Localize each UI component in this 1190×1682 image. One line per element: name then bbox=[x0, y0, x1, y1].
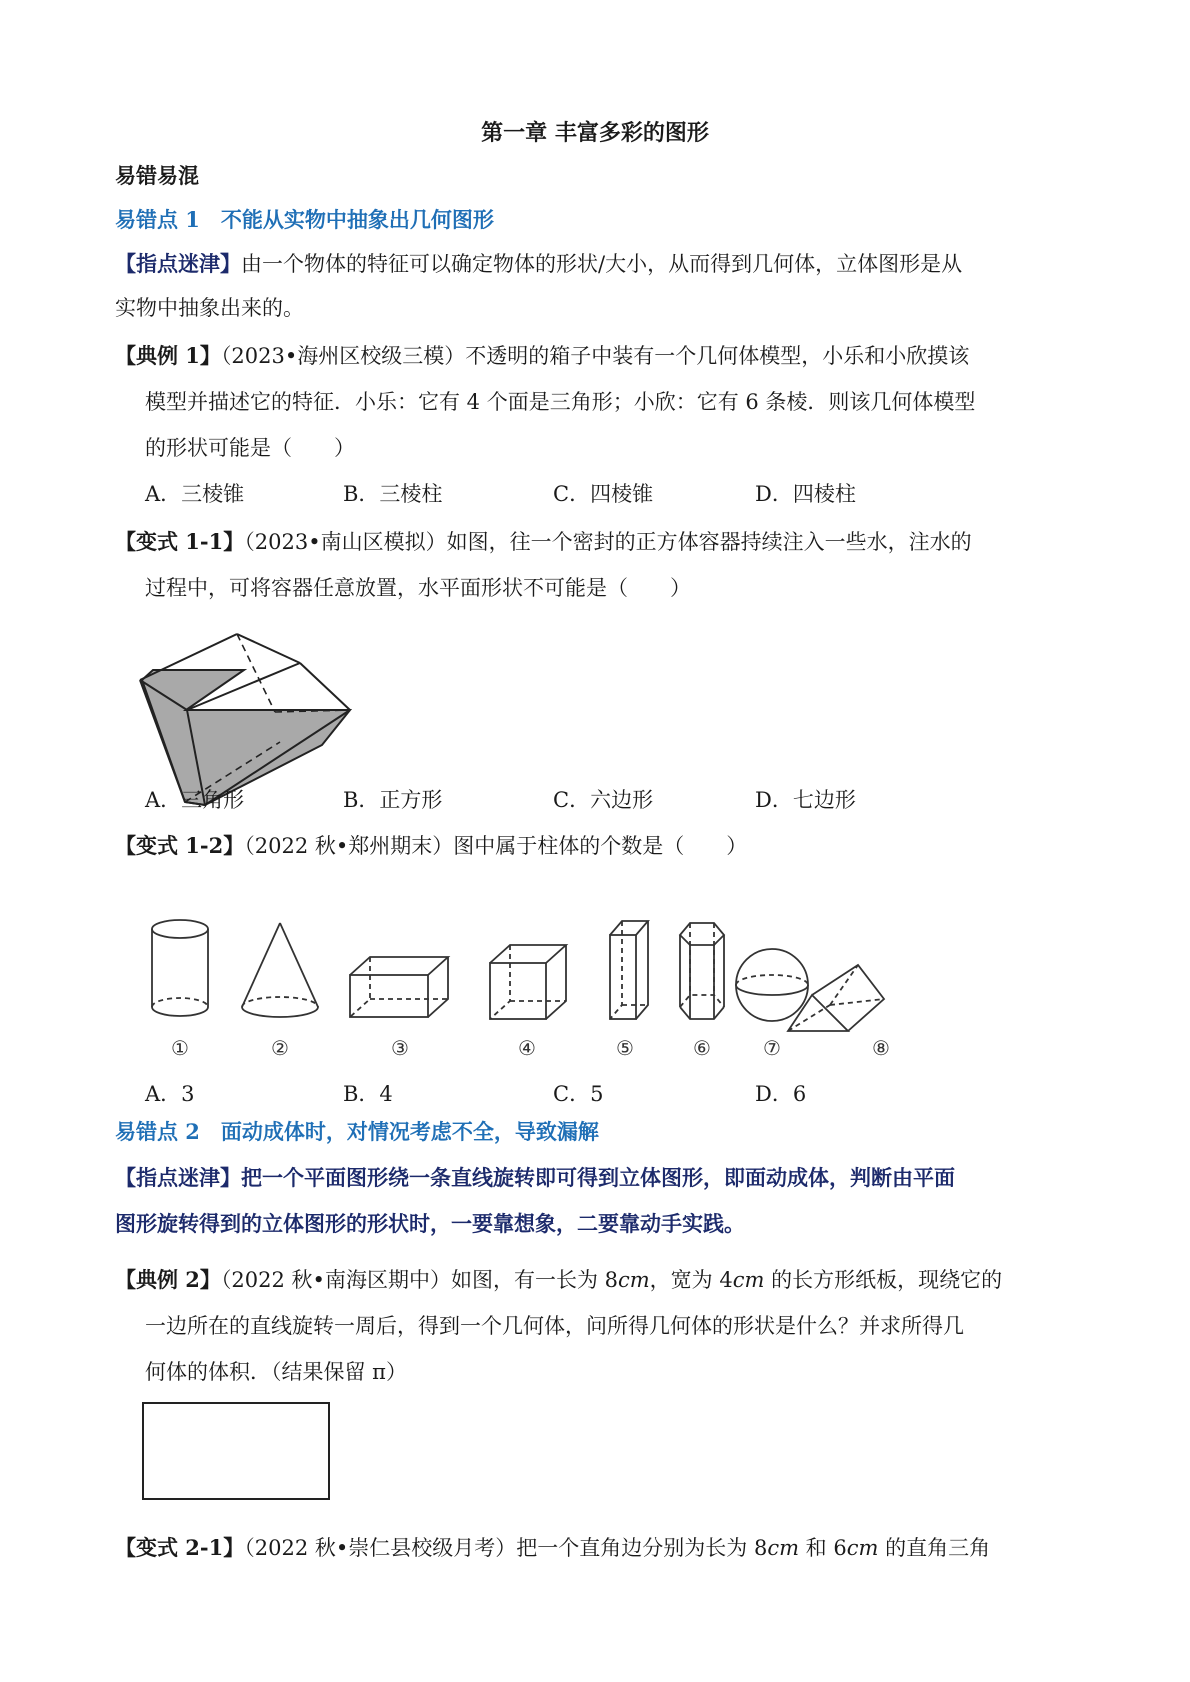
tip-label: 【指点迷津】 bbox=[115, 1165, 241, 1190]
unit-cm: cm bbox=[732, 1268, 765, 1292]
example1-text1: （2023•海州区校级三模）不透明的箱子中装有一个几何体模型，小乐和小欣摸该 bbox=[220, 344, 970, 368]
variant11-option-b: B．正方形 bbox=[343, 788, 443, 812]
point2-tip-line2: 图形旋转得到的立体图形的形状时，一要靠想象，二要靠动手实践。 bbox=[115, 1211, 745, 1236]
cube-shape bbox=[490, 945, 566, 1019]
example2-text-b: ，宽为 4 bbox=[649, 1268, 733, 1292]
example1-line1 bbox=[115, 340, 969, 370]
shape-label-8: ⑧ bbox=[872, 1036, 890, 1060]
variant21-text-a: （2022 秋•崇仁县校级月考）把一个直角边分别为长为 8 bbox=[244, 1536, 768, 1560]
rectangle-board-figure bbox=[142, 1402, 330, 1500]
unit-cm: cm bbox=[846, 1536, 879, 1560]
cylinder-shape bbox=[152, 920, 208, 1016]
variant12-option-d: D．6 bbox=[755, 1082, 807, 1106]
hexagonal-prism-shape bbox=[680, 923, 724, 1019]
example1-option-d: D．四棱柱 bbox=[755, 482, 856, 506]
point1-tip-line2: 实物中抽象出来的。 bbox=[115, 296, 304, 320]
unit-cm: cm bbox=[767, 1536, 799, 1560]
example1-line3: 的形状可能是（ ） bbox=[145, 436, 355, 460]
variant21-text-c: 的直角三角 bbox=[878, 1536, 991, 1560]
sphere-shape bbox=[736, 949, 808, 1021]
example2-line1 bbox=[115, 1264, 1002, 1294]
variant21-label: 【变式 2-1】 bbox=[115, 1535, 245, 1560]
variant12-option-c: C．5 bbox=[553, 1082, 604, 1106]
example1-line2: 模型并描述它的特征．小乐：它有 4 个面是三角形；小欣：它有 6 条棱．则该几何体模型 bbox=[145, 390, 976, 414]
variant12-option-b: B．4 bbox=[343, 1082, 393, 1106]
shape-label-1: ① bbox=[171, 1036, 189, 1060]
shape-label-4: ④ bbox=[518, 1036, 536, 1060]
variant12-option-a: A．3 bbox=[145, 1082, 195, 1106]
variant11-line1 bbox=[115, 526, 972, 556]
example1-option-a: A．三棱锥 bbox=[145, 482, 245, 506]
point1-tip-line1 bbox=[115, 248, 962, 278]
tip-text: 把一个平面图形绕一条直线旋转即可得到立体图形，即面动成体，判断由平面 bbox=[241, 1165, 955, 1190]
cuboid-shape bbox=[350, 957, 448, 1017]
triangular-prism-shape bbox=[788, 965, 884, 1031]
variant21-line1 bbox=[115, 1532, 990, 1562]
page-title: 第一章 丰富多彩的图形 bbox=[481, 120, 709, 146]
variant12-text1: （2022 秋•郑州期末）图中属于柱体的个数是（ ） bbox=[244, 834, 748, 858]
point2-heading: 易错点 2 面动成体时，对情况考虑不全，导致漏解 bbox=[115, 1119, 599, 1144]
point2-tip-line1 bbox=[115, 1162, 955, 1192]
tip-label: 【指点迷津】 bbox=[115, 251, 241, 276]
variant12-line1 bbox=[115, 830, 747, 860]
shape-label-6: ⑥ bbox=[693, 1036, 711, 1060]
section-heading: 易错易混 bbox=[115, 163, 199, 188]
variant11-option-c: C．六边形 bbox=[553, 788, 654, 812]
example2-text-c: 的长方形纸板，现绕它的 bbox=[764, 1268, 1003, 1292]
example1-option-c: C．四棱锥 bbox=[553, 482, 654, 506]
shape-label-7: ⑦ bbox=[763, 1036, 781, 1060]
point1-heading: 易错点 1 不能从实物中抽象出几何图形 bbox=[115, 207, 494, 232]
example1-label: 【典例 1】 bbox=[115, 343, 221, 368]
example2-line3: 何体的体积．（结果保留 π） bbox=[145, 1360, 407, 1384]
square-prism-shape bbox=[610, 921, 648, 1019]
variant11-option-a: A．三角形 bbox=[145, 788, 245, 812]
example2-line2: 一边所在的直线旋转一周后，得到一个几何体，问所得几何体的形状是什么？并求所得几 bbox=[145, 1314, 964, 1338]
variant11-option-d: D．七边形 bbox=[755, 788, 856, 812]
shape-label-3: ③ bbox=[391, 1036, 409, 1060]
variant11-text1: （2023•南山区模拟）如图，往一个密封的正方体容器持续注入一些水，注水的 bbox=[244, 530, 972, 554]
cone-shape bbox=[242, 923, 318, 1017]
example1-option-b: B．三棱柱 bbox=[343, 482, 443, 506]
unit-cm: cm bbox=[617, 1268, 650, 1292]
shape-label-2: ② bbox=[271, 1036, 289, 1060]
variant12-label: 【变式 1-2】 bbox=[115, 833, 245, 858]
example2-label: 【典例 2】 bbox=[115, 1267, 221, 1292]
variant21-text-b: 和 6 bbox=[799, 1536, 847, 1560]
variant11-label: 【变式 1-1】 bbox=[115, 529, 245, 554]
shape-label-5: ⑤ bbox=[616, 1036, 634, 1060]
variant11-line2: 过程中，可将容器任意放置，水平面形状不可能是（ ） bbox=[145, 576, 691, 600]
example2-text-a: （2022 秋•南海区期中）如图，有一长为 8 bbox=[220, 1268, 618, 1292]
solids-figure bbox=[140, 915, 960, 1065]
tip-text: 由一个物体的特征可以确定物体的形状/大小，从而得到几何体，立体图形是从 bbox=[241, 252, 963, 276]
